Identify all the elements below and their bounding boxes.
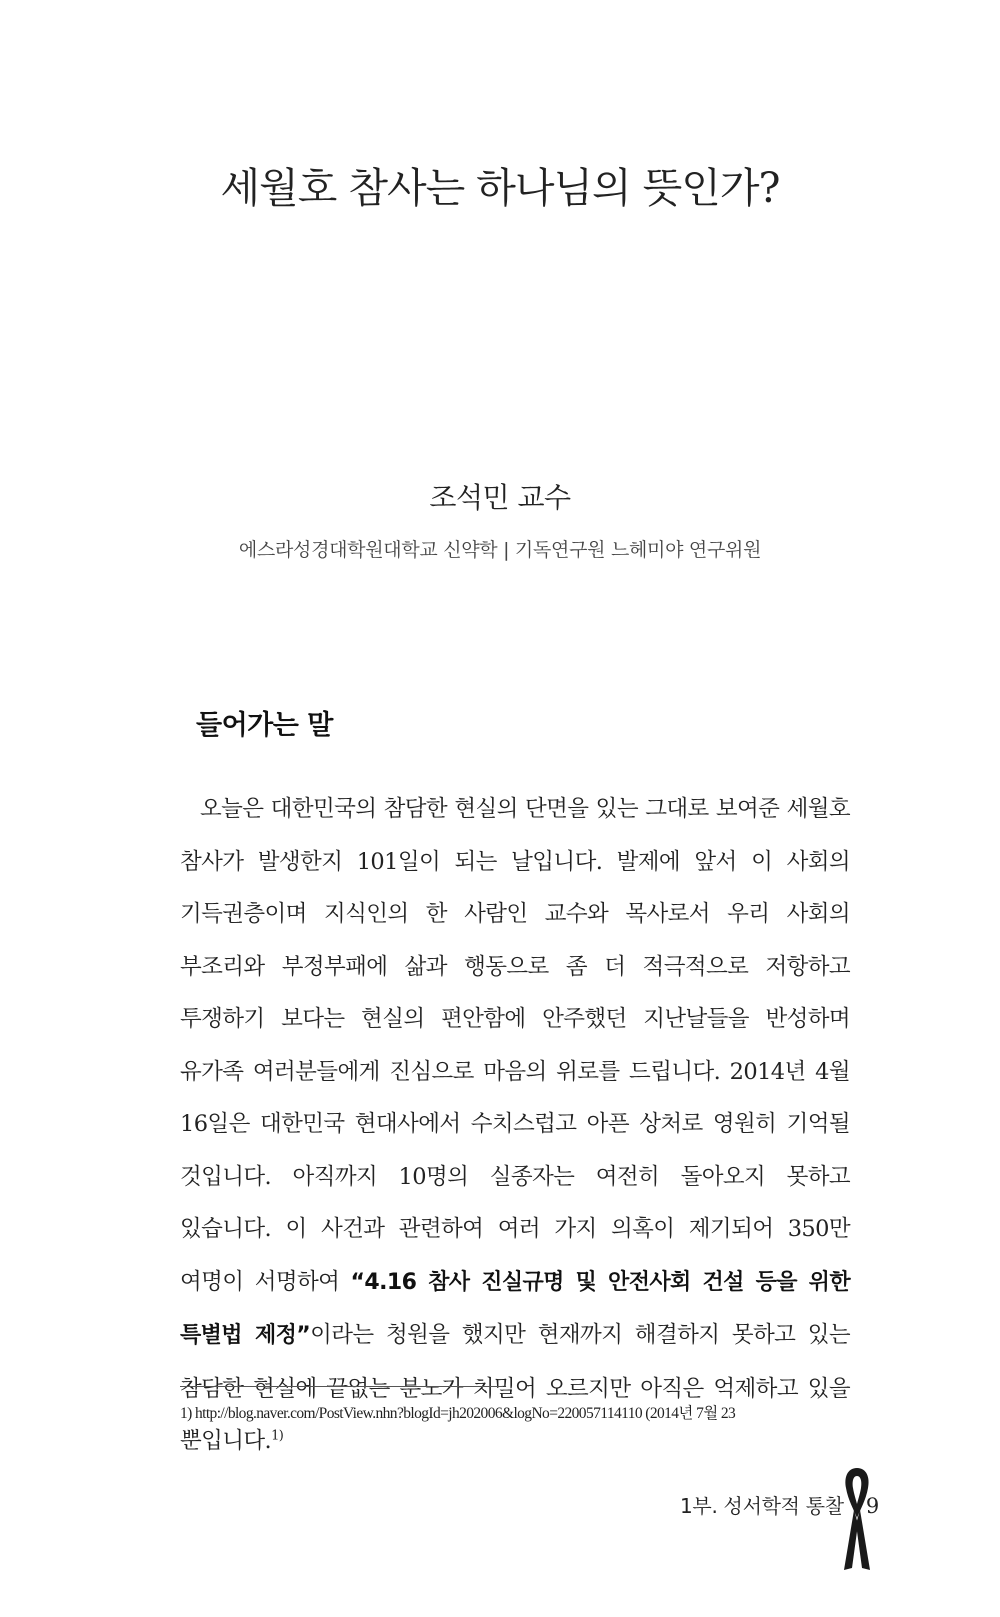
body-text-part-1: 오늘은 대한민국의 참담한 현실의 단면을 있는 그대로 보여준 세월호 참사가 발생한지 101일이 되는 날입니다. 발제에 앞서 이 사회의 기득권층이며 지식인의 한 사람인 교수와 목사로서 우리 사회의 부조리와 부정부패에 삶과 행동으로 좀 더 적극적으로 저항하고 투쟁하기 보다는 현실의 편안함에 안주했던 지난날들을 반성하며 유가족 여러분들에게 진심으로 마음의 위로를 드립니다. 2014년 4월 16일은 대한민국 현대사에서 수치스럽고 아픈 상처로 영원히 기억될 것입니다. 아직까지 10명의 실종자는 여전히 돌아오지 못하고 있습니다. 이 사건과 관련하여 여러 가지 의혹이 제기되어 350만 여명이 서명하여 <box>180 796 850 1295</box>
page-title: 세월호 참사는 하나님의 뜻인가? <box>220 164 780 212</box>
author-affiliation: 에스라성경대학원대학교 신약학 | 기독연구원 느헤미야 연구위원 <box>238 539 762 561</box>
body-text-part-2: 이라는 청원을 했지만 현재까지 해결하지 못하고 있는 참담한 현실에 끝없는 분노가 치밀어 오르지만 아직은 억제하고 있을 뿐입니다. <box>180 1322 850 1454</box>
footer-section-title: 1부. 성서학적 통찰 <box>680 1494 844 1518</box>
body-paragraph <box>180 783 850 1468</box>
black-mourning-ribbon-icon <box>840 1462 874 1574</box>
petition-title: “4.16 참사 진실규명 및 안전사회 건설 등을 위한 특별법 제정” <box>180 1269 850 1348</box>
footnote-text: 1) http://blog.naver.com/PostView.nhn?blogId=jh202006&logNo=220057114110 (2014년 7월 23 <box>180 1405 736 1422</box>
footnote-divider <box>180 1386 503 1387</box>
section-heading: 들어가는 말 <box>196 710 333 741</box>
page-number: 9 <box>865 1494 879 1518</box>
footnote-reference[interactable]: 1) <box>271 1428 284 1444</box>
author-name: 조석민 교수 <box>429 481 571 514</box>
